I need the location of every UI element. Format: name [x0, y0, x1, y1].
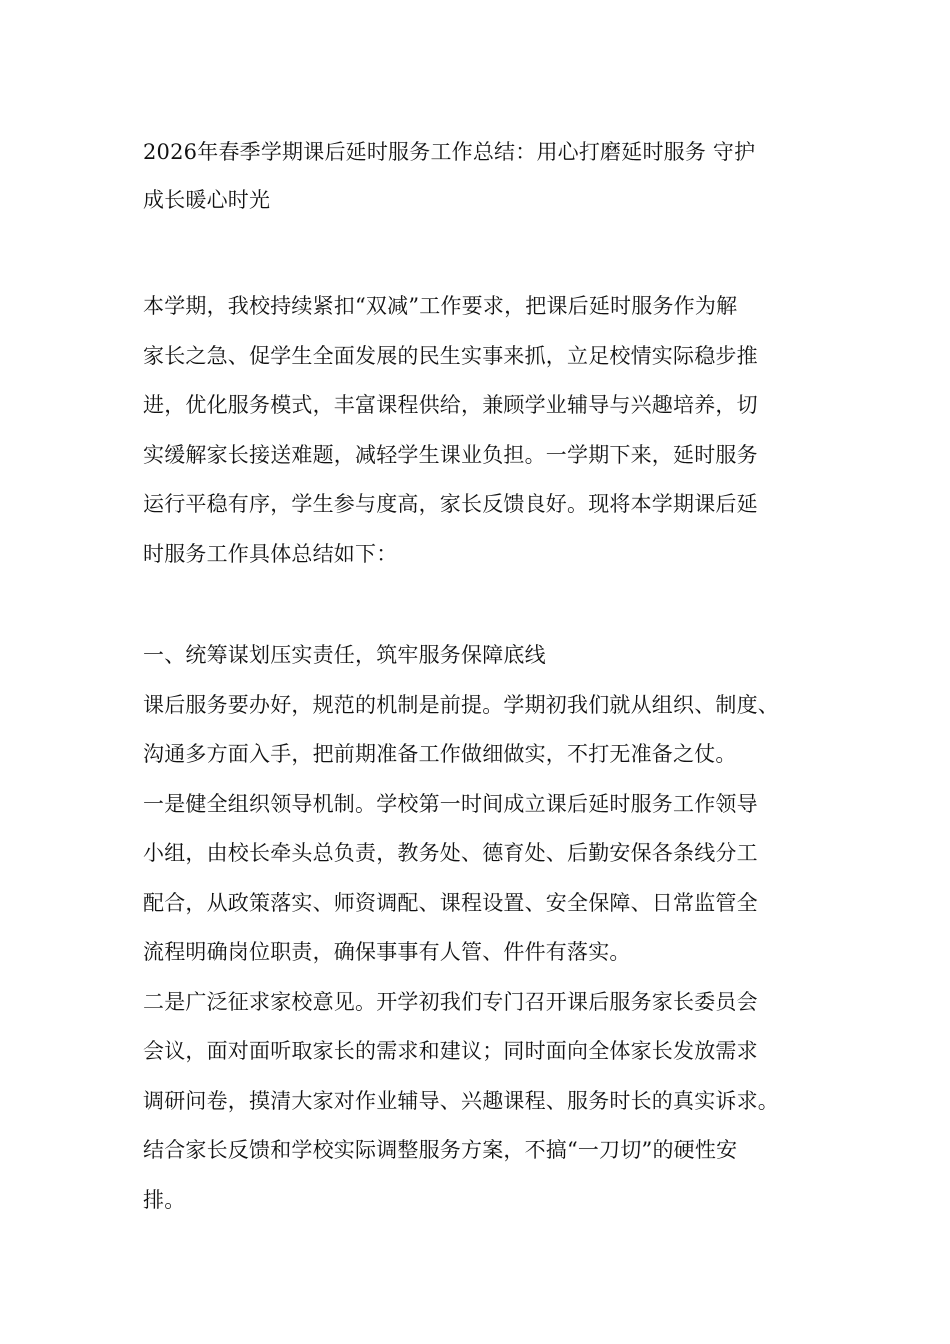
paragraph-line: 流程明确岗位职责，确保事事有人管、件件有落实。	[143, 940, 631, 964]
paragraph-line: 二是广泛征求家校意见。开学初我们专门召开课后服务家长委员会	[143, 989, 758, 1014]
paragraph-line: 进，优化服务模式，丰富课程供给，兼顾学业辅导与兴趣培养，切	[143, 393, 758, 417]
paragraph-line: 小组，由校长牵头总负责，教务处、德育处、后勤安保各条线分工	[143, 841, 758, 865]
paragraph-line: 配合，从政策落实、师资调配、课程设置、安全保障、日常监管全	[143, 890, 758, 915]
paragraph-line: 本学期，我校持续紧扣“双减”工作要求，把课后延时服务作为解	[143, 294, 738, 318]
paragraph-line: 排。	[143, 1187, 186, 1212]
document-body	[143, 128, 833, 1225]
paragraph-line: 会议，面对面听取家长的需求和建议；同时面向全体家长发放需求	[143, 1039, 758, 1063]
paragraph-line: 沟通多方面入手，把前期准备工作做细做实，不打无准备之仗。	[143, 742, 737, 766]
paragraph-line: 实缓解家长接送难题，减轻学生课业负担。一学期下来，延时服务	[143, 442, 758, 467]
intro-paragraph	[143, 282, 833, 579]
paragraph-line: 运行平稳有序，学生参与度高，家长反馈良好。现将本学期课后延	[143, 492, 758, 516]
paragraph-line: 一是健全组织领导机制。学校第一时间成立课后延时服务工作领导	[143, 791, 758, 816]
spacer	[143, 579, 833, 631]
section-1	[143, 631, 833, 1225]
paragraph-line: 结合家长反馈和学校实际调整服务方案，不搞“一刀切”的硬性安	[143, 1138, 738, 1162]
paragraph-line: 课后服务要办好，规范的机制是前提。学期初我们就从组织、制度、	[143, 692, 779, 717]
spacer	[143, 224, 833, 282]
paragraph-line: 时服务工作具体总结如下：	[143, 541, 398, 566]
paragraph-line: 家长之急、促学生全面发展的民生实事来抓，立足校情实际稳步推	[143, 343, 758, 368]
document-title	[143, 128, 833, 224]
section-heading: 一、统筹谋划压实责任，筑牢服务保障底线	[143, 643, 546, 667]
title-line: 成长暖心时光	[143, 188, 271, 212]
paragraph-line: 调研问卷，摸清大家对作业辅导、兴趣课程、服务时长的真实诉求。	[143, 1088, 779, 1113]
title-line: 2026年春季学期课后延时服务工作总结：用心打磨延时服务 守护	[143, 140, 756, 164]
